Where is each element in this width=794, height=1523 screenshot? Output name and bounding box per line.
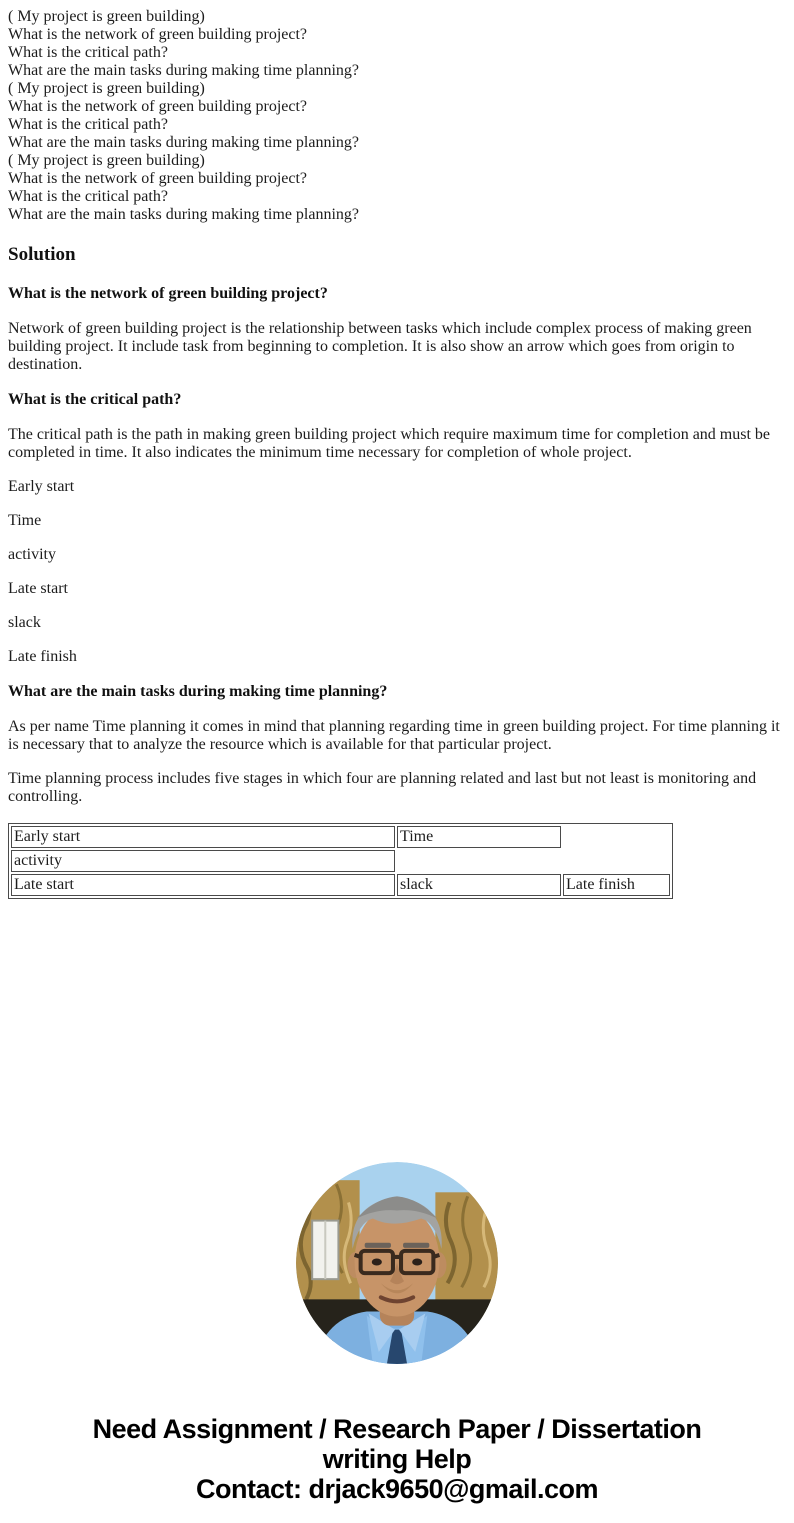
term-label-late-start: Late start: [8, 580, 68, 597]
intro-block: [8, 8, 786, 224]
footer-help-text-line2: writing Help: [322, 1444, 472, 1474]
table-row: [11, 850, 670, 872]
tutor-photo: [296, 1162, 498, 1364]
question-heading-network: What is the network of green building project?: [8, 285, 328, 302]
intro-line: What is the critical path?: [8, 44, 168, 61]
avatar-container: [8, 1162, 786, 1364]
question-heading-critical-path: What is the critical path?: [8, 391, 182, 408]
footer-promo-block: [8, 1414, 786, 1504]
solution-heading: Solution: [8, 244, 76, 265]
intro-line: What is the critical path?: [8, 116, 168, 133]
footer-contact-email: Contact: drjack9650@gmail.com: [196, 1474, 598, 1504]
table-cell-empty: [563, 826, 670, 848]
term-label-time: Time: [8, 512, 42, 529]
answer-paragraph-time-planning-2: Time planning process includes five stages in which four are planning related and last but not least is monitoring and controlling.: [8, 770, 757, 805]
table-cell-empty: [563, 850, 670, 872]
term-label-early-start: Early start: [8, 478, 75, 495]
intro-line: What is the critical path?: [8, 188, 168, 205]
intro-line: What is the network of green building project?: [8, 26, 308, 43]
intro-line: What are the main tasks during making time planning?: [8, 62, 360, 79]
intro-line: ( My project is green building): [8, 152, 205, 169]
intro-line: What is the network of green building project?: [8, 98, 308, 115]
tutor-photo-illustration: [296, 1162, 498, 1364]
footer-help-text-line1: Need Assignment / Research Paper / Dissertation: [92, 1414, 702, 1444]
term-label-late-finish: Late finish: [8, 648, 77, 665]
table-row: [11, 826, 670, 848]
term-label-activity: activity: [8, 546, 56, 563]
question-heading-time-planning: What are the main tasks during making time planning?: [8, 683, 388, 700]
table-cell-time: Time: [397, 826, 561, 848]
answer-paragraph-critical-path: The critical path is the path in making green building project which require maximum time for completion and must be completed in time. It also indicates the minimum time necessary for completion of whole project.: [8, 426, 771, 461]
term-label-slack: slack: [8, 614, 41, 631]
intro-line: ( My project is green building): [8, 8, 205, 25]
table-cell-slack: slack: [397, 874, 561, 896]
planning-table: [8, 823, 673, 899]
answer-paragraph-time-planning-1: As per name Time planning it comes in mind that planning regarding time in green building project. For time planning it is necessary that to analyze the resource which is available for that particular project.: [8, 718, 780, 753]
table-cell-early-start: Early start: [11, 826, 395, 848]
intro-line: What is the network of green building project?: [8, 170, 308, 187]
intro-line: What are the main tasks during making time planning?: [8, 134, 360, 151]
intro-line: ( My project is green building): [8, 80, 205, 97]
intro-line: What are the main tasks during making time planning?: [8, 206, 360, 223]
table-cell-late-finish: Late finish: [563, 874, 670, 896]
answer-paragraph-network: Network of green building project is the relationship between tasks which include complex process of making green building project. It include task from beginning to completion. It is also show an arrow which goes from origin to destination.: [8, 320, 752, 373]
table-cell-late-start: Late start: [11, 874, 395, 896]
table-cell-activity: activity: [11, 850, 395, 872]
table-cell-empty: [397, 850, 561, 872]
table-row: [11, 874, 670, 896]
